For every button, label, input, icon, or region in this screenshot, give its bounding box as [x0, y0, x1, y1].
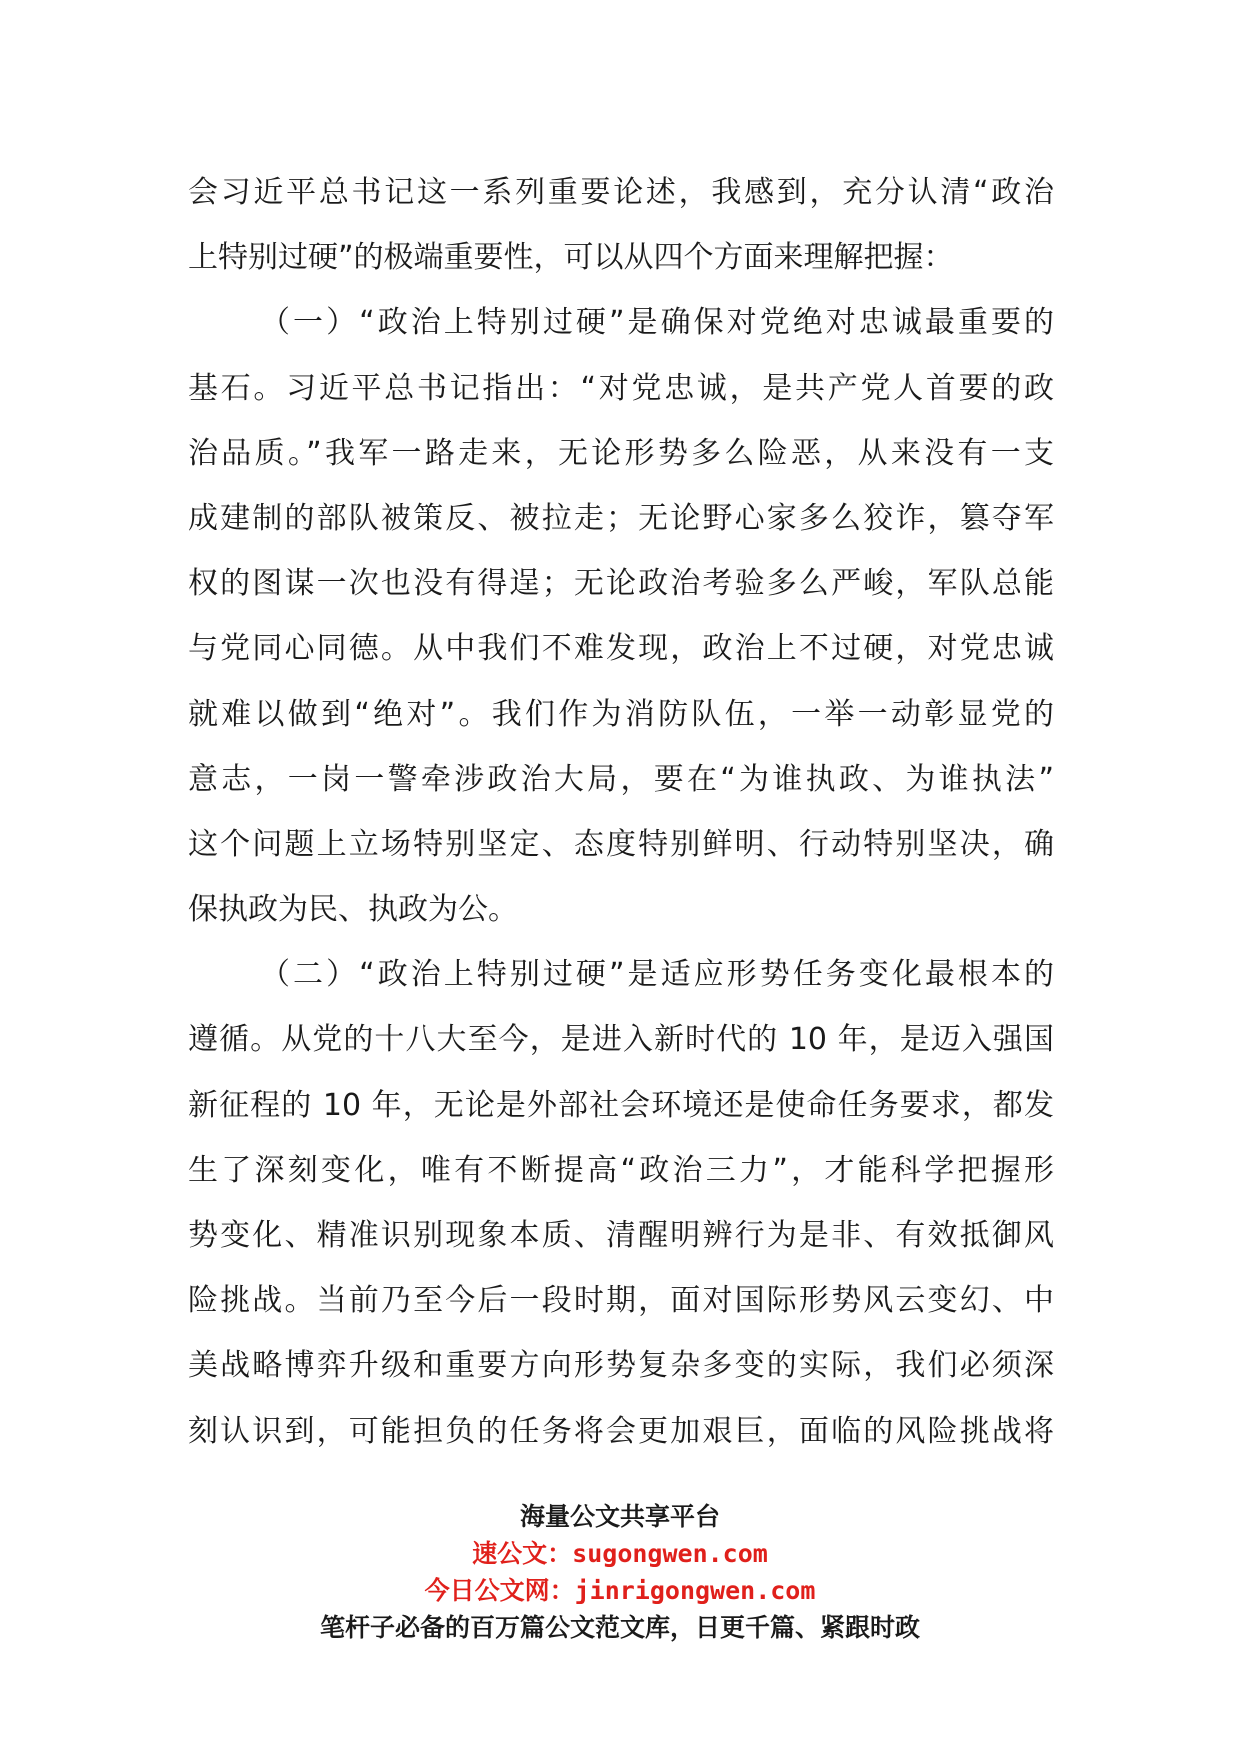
body-line: 与党同心同德。从中我们不难发现，政治上不过硬，对党忠诚 — [188, 631, 1054, 667]
body-line: 保执政为民、执政为公。 — [188, 892, 518, 928]
footer-site2-link[interactable]: jinrigongwen.com — [574, 1576, 816, 1605]
body-line: 权的图谋一次也没有得逞；无论政治考验多么严峻，军队总能 — [188, 566, 1054, 602]
body-line: 这个问题上立场特别坚定、态度特别鲜明、行动特别坚决，确 — [188, 826, 1054, 862]
body-line: 生了深刻变化，唯有不断提高“政治三力”，才能科学把握形 — [188, 1152, 1054, 1188]
footer-watermark — [0, 1498, 1240, 1646]
body-line: 美战略博弈升级和重要方向形势复杂多变的实际，我们必须深 — [188, 1348, 1054, 1384]
body-line: 新征程的 10 年，无论是外部社会环境还是使命任务要求，都发 — [188, 1087, 1054, 1123]
body-line: 基石。习近平总书记指出：“对党忠诚，是共产党人首要的政 — [188, 370, 1054, 406]
footer-site2-label: 今日公文网： — [424, 1576, 575, 1605]
body-line: 就难以做到“绝对”。我们作为消防队伍，一举一动彰显党的 — [188, 696, 1054, 732]
body-line: 险挑战。当前乃至今后一段时期，面对国际形势风云变幻、中 — [188, 1283, 1054, 1319]
footer-platform-title: 海量公文共享平台 — [519, 1502, 720, 1531]
section-heading-line: （一）“政治上特别过硬”是确保对党绝对忠诚最重要的 — [260, 305, 1054, 341]
body-line: 意志，一岗一警牵涉政治大局，要在“为谁执政、为谁执法” — [188, 761, 1054, 797]
body-line: 上特别过硬”的极端重要性，可以从四个方面来理解把握： — [188, 240, 954, 276]
body-line: 治品质。”我军一路走来，无论形势多么险恶，从来没有一支 — [188, 435, 1054, 471]
footer-site1-label: 速公文： — [472, 1539, 573, 1568]
document-body — [188, 160, 1054, 1464]
body-line: 刻认识到，可能担负的任务将会更加艰巨，面临的风险挑战将 — [188, 1413, 1054, 1449]
body-line: 遵循。从党的十八大至今，是进入新时代的 10 年，是迈入强国 — [188, 1022, 1054, 1058]
footer-site1 — [0, 1535, 1240, 1572]
footer-tagline: 笔杆子必备的百万篇公文范文库，日更千篇、紧跟时政 — [319, 1613, 920, 1642]
footer-site2 — [0, 1572, 1240, 1609]
body-line: 势变化、精准识别现象本质、清醒明辨行为是非、有效抵御风 — [188, 1218, 1054, 1253]
body-line: 会习近平总书记这一系列重要论述，我感到，充分认清“政治 — [188, 175, 1054, 210]
footer-site1-link[interactable]: sugongwen.com — [572, 1539, 768, 1568]
section-heading-line: （二）“政治上特别过硬”是适应形势任务变化最根本的 — [260, 957, 1054, 993]
body-line: 成建制的部队被策反、被拉走；无论野心家多么狡诈，篡夺军 — [188, 500, 1054, 536]
